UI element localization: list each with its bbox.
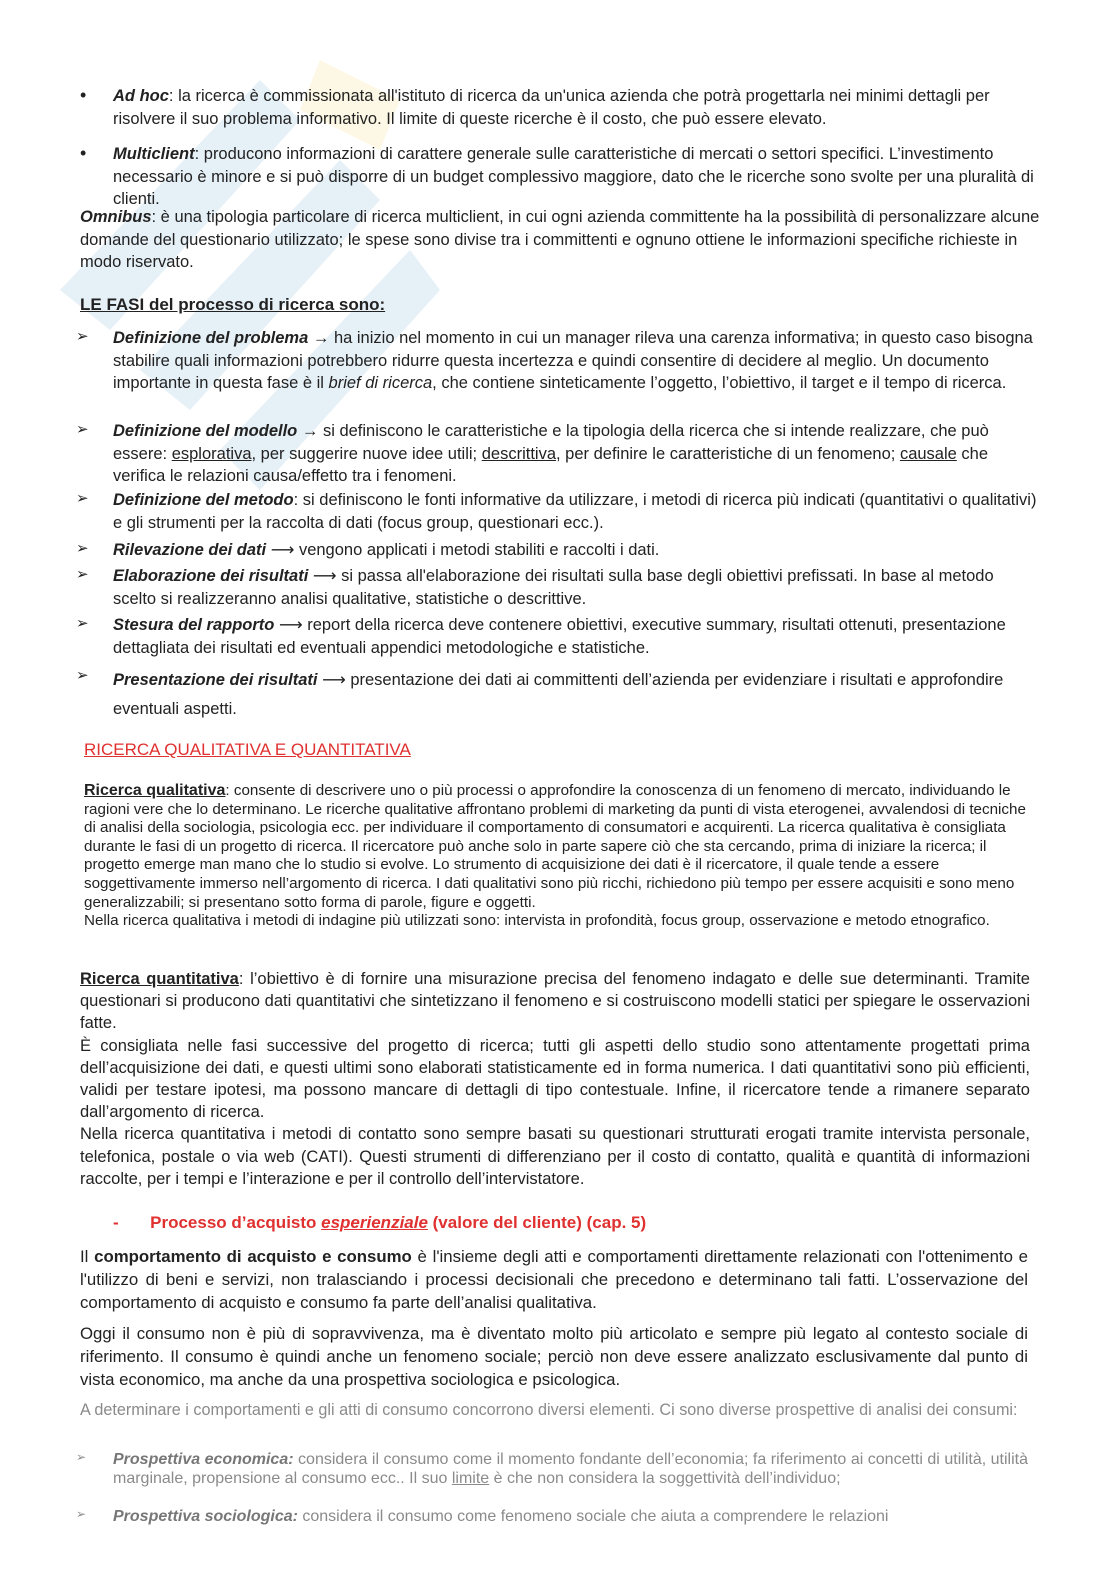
persp2-text: considera il consumo come fenomeno sociale che aiuta a comprendere le relazioni — [297, 1508, 889, 1525]
phase-text: : si definiscono le fonti informative da utilizzare, i metodi di ricerca più indicati (quantitativi o qualitativi) e gli strumenti per la raccolta di dati (focus group, questionari ecc.). — [113, 491, 1037, 532]
phase-term: Presentazione dei risultati — [113, 671, 318, 689]
term-omnibus: Omnibus — [80, 208, 152, 226]
process-title-a: Processo d’acquisto — [150, 1213, 322, 1232]
text-multiclient: : producono informazioni di carattere generale sulle caratteristiche di mercati o settori specifici. L’investimento necessario è minore e si può disporre di un budget complessivo maggiore, dato che le ricerche sono svolte per una pluralità di clienti. — [113, 145, 1034, 208]
arrow-bullet: ➢ — [76, 1507, 87, 1521]
phase-term: Definizione del problema — [113, 329, 309, 347]
phase-text: che verifica le relazioni causa/effetto tra i fenomeni. — [113, 444, 989, 485]
process-title-c: (valore del cliente) (cap. 5) — [427, 1213, 647, 1232]
arrow-bullet: ➢ — [76, 615, 89, 632]
quant-term: Ricerca quantitativa — [80, 970, 239, 988]
phase-text: ha inizio nel momento in cui un manager rileva una carenza informativa; in questo caso bisogna stabilire quali informazioni potrebbero ridurre questa incertezza e quindi consentire di decidere al meglio. Un documento importante in questa fase è il — [113, 329, 1033, 392]
persp1-text: considera il consumo come il momento fondante dell’economia; fa riferimento ai concetti di utilità, utilità marginale, propensione al consumo ecc.. Il suo — [113, 1451, 1029, 1487]
phase-item — [76, 539, 1040, 562]
quant-paragraph-3: Nella ricerca quantitativa i metodi di contatto sono sempre basati su questionari strutturati erogati tramite intervista personale, telefonica, postale o via web (CATI). Questi strumenti di differenziano per il costo di contatto, qualità e quantità di informazioni raccolte, per i tempi e l’interazione e per il controllo dell’intervistatore. — [80, 1125, 1030, 1188]
type-multiclient — [80, 143, 1040, 211]
term-multiclient: Multiclient — [113, 145, 195, 163]
phase-item — [76, 614, 1040, 659]
phase-text: presentazione dei dati ai committenti dell’azienda per evidenziare i risultati e approfondire eventuali aspetti. — [113, 671, 1004, 718]
p1-post: è l'insieme degli atti e comportamenti direttamente relazionati con l'ottenimento e l'utilizzo di beni e servizi, non tralasciando i processi decisionali che precedono e determinano tali fatti. L’osservazione del comportamento di acquisto e consumo fa parte dell’analisi qualitativa. — [80, 1247, 1028, 1312]
dash: - — [113, 1213, 119, 1232]
phase-term: Rilevazione dei dati — [113, 541, 267, 559]
type-ad-hoc — [80, 85, 1040, 130]
phase-item — [76, 666, 1040, 724]
phase-text: , che contiene sinteticamente l’oggetto, l’obiettivo, il target e il tempo di ricerca. — [432, 374, 1007, 392]
arrow-bullet: ➢ — [76, 540, 89, 557]
arrow-bullet: ➢ — [76, 667, 89, 684]
term-descrittiva: descrittiva — [481, 444, 556, 463]
phase-term: Stesura del rapporto — [113, 616, 275, 634]
phase-term: Definizione del modello — [113, 422, 298, 440]
bullet-dot: • — [80, 143, 87, 163]
arrow-bullet: ➢ — [76, 328, 89, 345]
arrow-symbol: ⟶ — [317, 671, 351, 689]
perspective-economica — [76, 1450, 1029, 1488]
arrow-symbol: ⟶ — [274, 616, 308, 634]
qual-text: : consente di descrivere uno o più processi o approfondire la conoscenza di un fenomeno di mercato, individuando le ragioni vere che lo determinano. Le ricerche qualitative affrontano problemi di marketing da punti di vista eterogenei, avvalendosi di tecniche di analisi della sociologia, psicologia ecc. per individuare il comportamento di consumatori e acquirenti. La ricerca qualitativa è consigliata durante le fasi di un progetto di ricerca. Il ricercatore può anche solo in parte sapere ciò che sta cercando, prima di iniziare la ricerca; il progetto emerge man mano che lo studio si evolve. Lo strumento di acquisizione dei dati è il ricercatore, il quale tende a essere soggettivamente immerso nell’argomento di ricerca. I dati qualitativi sono più ricchi, richiedono più tempo per essere acquisiti e sono meno generalizzabili; si presentano sotto forma di parole, figure e oggetti. — [84, 782, 1026, 911]
phase-item — [76, 489, 1040, 534]
omnibus-paragraph — [80, 206, 1040, 274]
bullet-dot: • — [80, 85, 87, 105]
phase-text: , per suggerire nuove idee utili; — [251, 444, 482, 463]
arrow-bullet: ➢ — [76, 490, 89, 507]
phase-item — [76, 420, 1040, 488]
phase-term: Elaborazione dei risultati — [113, 567, 309, 585]
persp1-text-end: è che non considera la soggettività dell’individuo; — [489, 1470, 841, 1487]
text-omnibus: : è una tipologia particolare di ricerca multiclient, in cui ogni azienda committente ha la possibilità di personalizzare alcune domande del questionario utilizzato; le spese sono divise tra i committenti e ognuno ottiene le informazioni specifiche richieste in modo riservato. — [80, 208, 1040, 271]
arrow-symbol: → — [297, 422, 323, 440]
arrow-bullet: ➢ — [76, 566, 89, 583]
arrow-symbol: → — [308, 329, 334, 347]
persp1-term: Prospettiva economica: — [113, 1451, 294, 1468]
phase-text: report della ricerca deve contenere obiettivi, executive summary, risultati ottenuti, presentazione dettagliata dei risultati ed eventuali appendici metodologiche e statistiche. — [113, 616, 1006, 657]
term-ad-hoc: Ad hoc — [113, 87, 169, 105]
phase-item — [76, 565, 1040, 610]
arrow-bullet: ➢ — [76, 1450, 87, 1464]
persp1-limite: limite — [451, 1470, 490, 1487]
phase-text: si definiscono le caratteristiche e la tipologia della ricerca che si intende realizzare, che può essere: — [113, 422, 989, 463]
phase-text: si passa all'elaborazione dei risultati sulla base degli obiettivi prefissati. In base al metodo scelto si realizzeranno analisi qualitative, statistiche o descrittive. — [113, 567, 994, 608]
arrow-bullet: ➢ — [76, 421, 89, 438]
arrow-symbol: ⟶ — [266, 541, 299, 559]
process-title-b: esperienziale — [321, 1213, 428, 1232]
phase-text: vengono applicati i metodi stabiliti e raccolti i dati. — [298, 541, 660, 559]
phase-text: , per definire le caratteristiche di un fenomeno; — [556, 444, 900, 463]
phase-term: Definizione del metodo — [113, 491, 294, 509]
section-heading-qual-quant: RICERCA QUALITATIVA E QUANTITATIVA — [84, 740, 411, 759]
qual-term: Ricerca qualitativa — [84, 782, 226, 799]
arrow-symbol: ⟶ — [308, 567, 342, 585]
process-paragraph-3: A determinare i comportamenti e gli atti di consumo concorrono diversi elementi. Ci sono diverse prospettive di analisi dei consumi: — [80, 1401, 1018, 1419]
qual-methods: Nella ricerca qualitativa i metodi di indagine più utilizzati sono: intervista in profondità, focus group, osservazione e metodo etnografico. — [84, 912, 990, 930]
process-heading — [113, 1212, 1073, 1235]
persp2-term: Prospettiva sociologica: — [113, 1508, 298, 1525]
p1-pre: Il — [80, 1247, 95, 1266]
process-paragraph-1 — [80, 1245, 1028, 1314]
quant-paragraph-2: È consigliata nelle fasi successive del progetto di ricerca; tutti gli aspetti dello studio sono attentamente progettati prima dell’acquisizione dei dati, e questi ultimi sono elaborati statisticamente ed in forma numerica. I dati quantitativi sono più efficienti, validi per testare ipotesi, ma possono mancare di dettagli di tipo contestuale. Infine, il ricercatore tende a rimanere separato dall’argomento di ricerca. — [80, 1036, 1030, 1122]
term-esplorativa: esplorativa — [171, 444, 252, 463]
qualitative-block — [84, 782, 1034, 931]
phase-item — [76, 327, 1040, 395]
quant-text: : l’obiettivo è di fornire una misurazione precisa del fenomeno indagato e delle sue determinanti. Tramite questionari si producono dati quantitativi che sintetizzano il fenomeno e si costruiscono modelli statici per spiegare le osservazioni fatte. — [80, 970, 1030, 1033]
p1-bold: comportamento di acquisto e consumo — [94, 1247, 412, 1266]
process-paragraph-2: Oggi il consumo non è più di sopravvivenza, ma è diventato molto più articolato e sempre più legato al contesto sociale di riferimento. Il consumo è quindi anche un fenomeno sociale; perciò non deve essere analizzato esclusivamente dal punto di vista economico, ma anche da una prospettiva sociologica e psicologica. — [80, 1324, 1028, 1389]
term-causale: causale — [899, 444, 957, 463]
text-ad-hoc: : la ricerca è commissionata all'istituto di ricerca da un'unica azienda che potrà progettarla nei minimi dettagli per risolvere il suo problema informativo. Il limite di queste ricerche è il costo, che può essere elevato. — [113, 87, 990, 128]
brief-term: brief di ricerca — [328, 374, 433, 392]
quantitative-block — [80, 968, 1030, 1190]
phases-heading: LE FASI del processo di ricerca sono: — [80, 295, 386, 314]
perspective-sociologica — [76, 1507, 1028, 1526]
